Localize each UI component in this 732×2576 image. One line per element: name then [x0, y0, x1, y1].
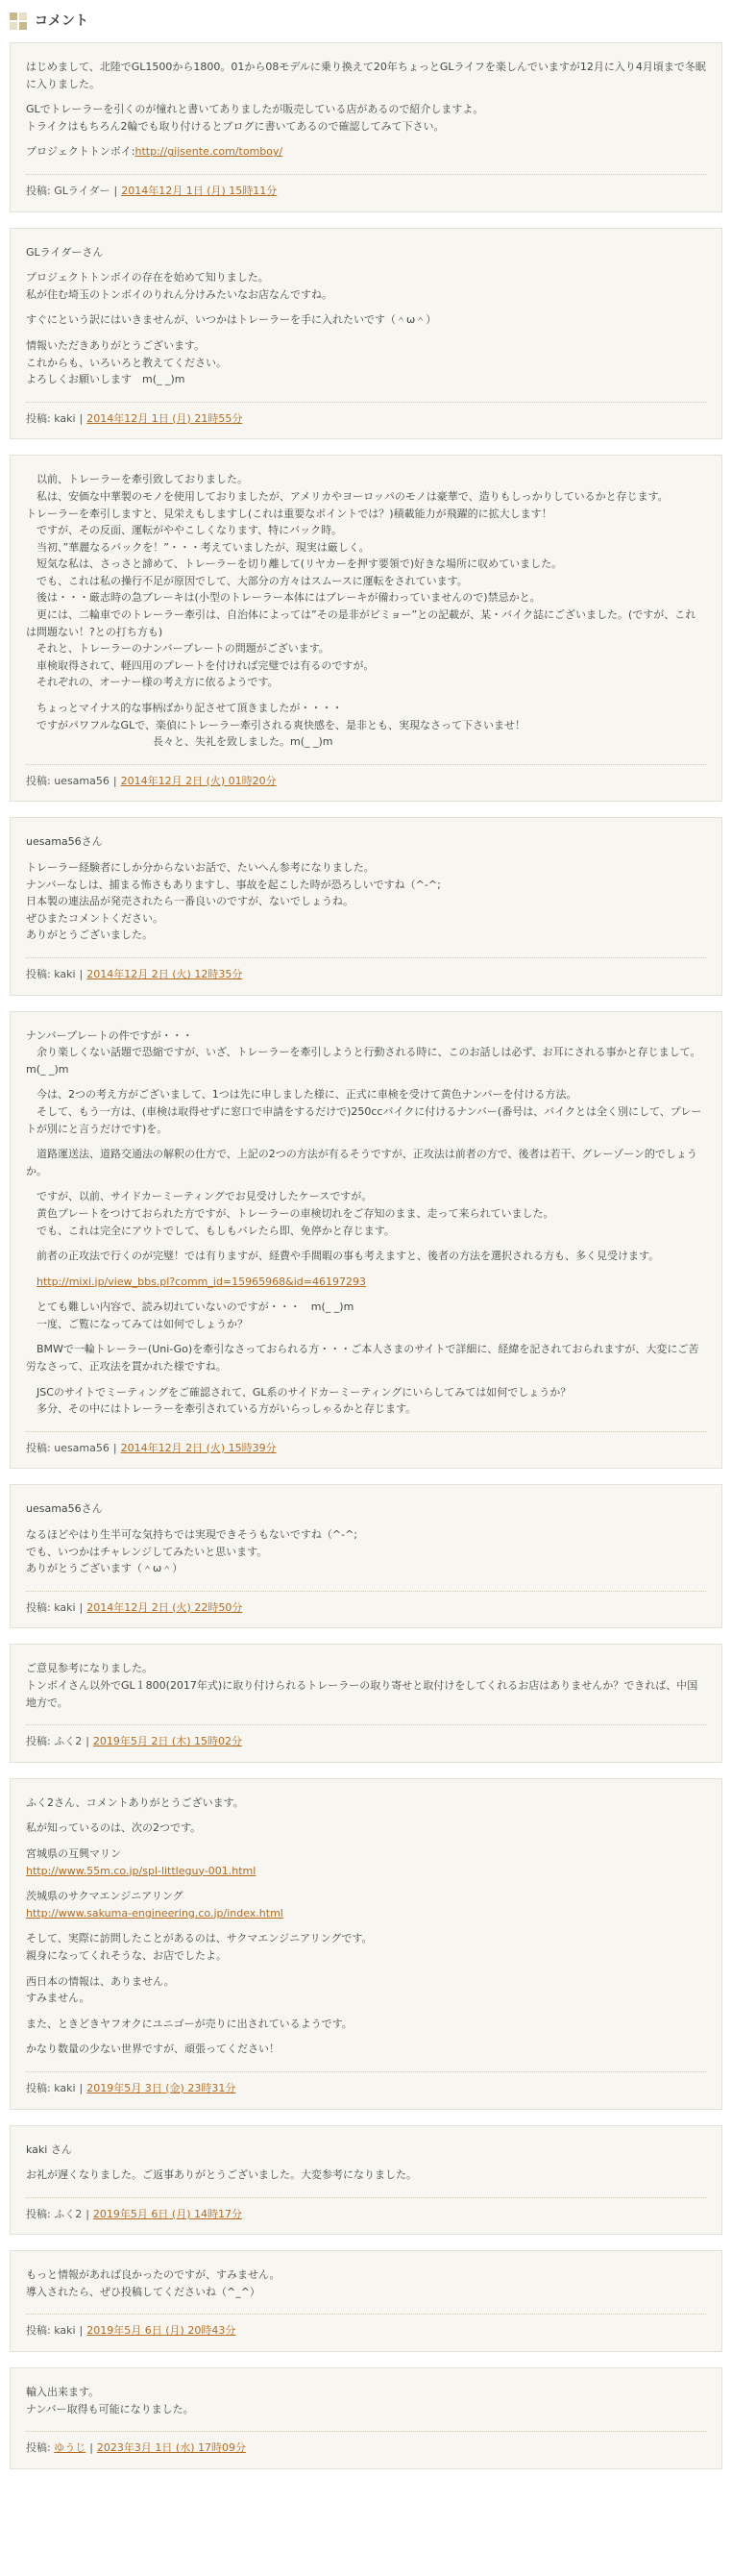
posted-by-label: 投稿: [26, 2081, 55, 2094]
comment-text: 輸入出来ます。 [26, 2386, 100, 2399]
comment-permalink-date[interactable]: 2019年5月 6日 (月) 20時43分 [86, 2324, 236, 2338]
comment-item [10, 228, 722, 440]
posted-by-label: 投稿: [26, 2324, 55, 2338]
comment-footer [26, 174, 706, 200]
comment-paragraph [26, 2266, 706, 2300]
comment-item [10, 2125, 722, 2236]
comment-line [26, 833, 706, 851]
comment-footer [26, 2197, 706, 2223]
comment-line [26, 717, 706, 734]
posted-by-label: 投稿: [26, 1735, 55, 1748]
comment-line [26, 1845, 706, 1863]
comment-text: それぞれの、オーナー様の考え方に依るようです。 [26, 676, 279, 689]
comment-link[interactable]: http://mixi.jp/view_bbs.pl?comm_id=15965968&id=46197293 [37, 1275, 366, 1288]
comment-paragraph [26, 471, 706, 691]
comment-line [26, 101, 706, 118]
comment-text: 以前、トレーラーを牽引致しておりました。 [26, 473, 248, 486]
comment-text: GLでトレーラーを引くのが憧れと書いてありましたが販売している店があるので紹介しますよ。 [26, 103, 484, 116]
comment-paragraph [26, 101, 706, 135]
comment-text: よろしくお願いします m(_ _)m [26, 373, 185, 386]
comment-text: 短気な私は、さっさと諦めて、トレーラーを切り離して(リヤカーを押す要領で)好きな場所に収めていました。 [26, 557, 563, 571]
comment-line [26, 927, 706, 944]
comment-text: ご意見参考になりました。 [26, 1662, 153, 1675]
comment-line [26, 910, 706, 928]
comment-paragraph [26, 2016, 706, 2033]
comment-line [26, 1384, 706, 1401]
comment-line [26, 1248, 706, 1265]
comment-line [26, 1930, 706, 1947]
comment-author: uesama56 [54, 774, 110, 787]
footer-separator: | [85, 2207, 89, 2220]
comment-text: 私が住む埼玉のトンボイのりれん分けみたいなお店なんですね。 [26, 287, 332, 301]
comment-item [10, 455, 722, 802]
comment-paragraph [26, 2142, 706, 2159]
comment-line [26, 1947, 706, 1965]
comment-text [26, 1276, 37, 1288]
comment-paragraph [26, 59, 706, 92]
comment-body [26, 2142, 706, 2184]
comment-body [26, 2266, 706, 2300]
comment-item [10, 1011, 722, 1470]
comment-footer [26, 1724, 706, 1750]
comment-line [26, 59, 706, 92]
comment-author[interactable]: ゆうじ [54, 2441, 86, 2455]
comment-paragraph [26, 337, 706, 388]
comment-item [10, 1778, 722, 2110]
comment-body [26, 244, 706, 388]
comment-item [10, 817, 722, 995]
comment-link[interactable]: http://www.sakuma-engineering.co.jp/index.html [26, 1906, 283, 1920]
comment-text: BMWで一輪トレーラー(Uni-Go)を牽引なさっておられる方・・・ご本人さまのサイトで詳細に、経緯を記されておられますが、大変にご苦労なさって、正攻法を貫かれた様ですね。 [26, 1343, 699, 1374]
comment-permalink-date[interactable]: 2014年12月 2日 (火) 01時20分 [120, 774, 277, 787]
comment-line [26, 1274, 706, 1291]
comment-paragraph [26, 1146, 706, 1179]
comment-paragraph [26, 1086, 706, 1137]
comment-author: kaki [54, 1600, 76, 1614]
comment-text: 余り楽しくない話題で恐縮ですが、いざ、トレーラーを牽引しようと行動される時に、このお話しは必ず、お耳にされる事かと存じまして。 m(_ _)m [26, 1046, 706, 1076]
comment-line [26, 1795, 706, 1812]
comment-line [26, 1044, 706, 1077]
comment-paragraph [26, 1526, 706, 1577]
comment-paragraph [26, 1660, 706, 1711]
comment-text: 前者の正攻法で行くのが完璧！では有りますが、経費や手間暇の事も考えますと、後者の方法を選択される方も、多く見受けます。 [26, 1250, 660, 1263]
comment-link[interactable]: http://gijsente.com/tomboy/ [134, 145, 283, 159]
comment-line [26, 2401, 706, 2418]
footer-separator: | [112, 774, 117, 787]
comment-line [26, 573, 706, 590]
comment-item [10, 2367, 722, 2469]
comments-title: コメント [35, 12, 88, 29]
comment-body [26, 1660, 706, 1711]
comment-text: でも、これは完全にアウトでして、もしもバレたら即、免停かと存じます。 [26, 1224, 395, 1237]
grid-icon [10, 12, 27, 30]
comment-paragraph [26, 244, 706, 261]
comment-line [26, 506, 706, 523]
comment-body [26, 1795, 706, 2058]
comment-text: なるほどやはり生半可な気持ちでは実現できそうもないですね（^-^; [26, 1528, 357, 1542]
comment-line [26, 143, 706, 161]
comment-paragraph [26, 1500, 706, 1518]
comment-text: それと、トレーラーのナンバープレートの問題がございます。 [26, 642, 329, 656]
posted-by-label: 投稿: [26, 1441, 55, 1454]
comment-text: 私が知っているのは、次の2つです。 [26, 1821, 202, 1835]
comment-line [26, 2384, 706, 2401]
comment-line [26, 556, 706, 573]
comment-item [10, 1644, 722, 1762]
comment-text: JSCのサイトでミーティングをご確認されて、GL系のサイドカーミーティングにいらしてみては如何でしょうか？ [26, 1385, 572, 1399]
comment-line [26, 674, 706, 691]
comment-paragraph [26, 1188, 706, 1239]
footer-separator: | [79, 1600, 84, 1614]
comment-line [26, 471, 706, 488]
comment-paragraph [26, 1930, 706, 1964]
comment-permalink-date[interactable]: 2014年12月 2日 (火) 12時35分 [86, 967, 243, 980]
comment-text: すみません。 [26, 1992, 90, 2005]
comment-permalink-date[interactable]: 2014年12月 1日 (月) 15時11分 [121, 184, 278, 197]
comment-line [26, 2266, 706, 2284]
comment-line [26, 859, 706, 877]
comment-line [26, 311, 706, 329]
comment-text: トレーラーを牽引しますと、見栄えもしますし(これは重要なポイントでは？)積載能力が飛躍的に拡大します！ [26, 507, 552, 520]
comment-link[interactable]: http://www.55m.co.jp/spl-littleguy-001.html [26, 1864, 256, 1877]
comment-text: 多分、その中にはトレーラーを牽引されている方がいらっしゃるかと存じます。 [26, 1402, 417, 1416]
comments-header [10, 10, 722, 33]
comment-text: 宮城県の互興マリン [26, 1846, 121, 1860]
comment-line [26, 589, 706, 607]
comment-footer [26, 957, 706, 983]
comment-line [26, 371, 706, 388]
comment-footer [26, 1431, 706, 1457]
comment-text: 当初、”華麗なるバックを！”・・・考えていましたが、現実は厳しく。 [26, 540, 370, 554]
comment-paragraph [26, 1028, 706, 1078]
comment-line [26, 1103, 706, 1137]
comment-text: 親身になってくれそうな、お店でしたよ。 [26, 1948, 227, 1962]
comment-permalink-date[interactable]: 2014年12月 2日 (火) 15時39分 [120, 1441, 277, 1454]
comment-item [10, 1484, 722, 1628]
comment-text: また、ときどきヤフオクにユニゴーが売りに出されているようです。 [26, 2017, 353, 2030]
comment-text: 黄色プレートをつけておられた方ですが、トレーラーの車検切れをご存知のまま、走って来られていました。 [26, 1206, 554, 1220]
comment-permalink-date[interactable]: 2019年5月 2日 (木) 15時02分 [92, 1735, 242, 1748]
comment-line [26, 269, 706, 286]
comment-paragraph [26, 1274, 706, 1291]
comment-text: 導入されたら、ぜひ投稿してくださいね（^_^） [26, 2285, 260, 2298]
posted-by-label: 投稿: [26, 774, 55, 787]
comment-text: 一度、ご覧になってみては如何でしょうか？ [26, 1317, 248, 1330]
comment-text: とても難しい内容で、読み切れていないのですが・・・ m(_ _)m [26, 1300, 354, 1314]
comment-line [26, 893, 706, 910]
comment-text: 茨城県のサクマエンジニアリング [26, 1890, 183, 1903]
comment-permalink-date[interactable]: 2014年12月 2日 (火) 22時50分 [86, 1600, 243, 1614]
comment-text: 西日本の情報は、ありません。 [26, 1974, 175, 1988]
comment-line [26, 1677, 706, 1711]
comment-line [26, 1905, 706, 1922]
comment-item [10, 42, 722, 212]
comment-line [26, 607, 706, 640]
comment-text: ありがとうございます（＾ω＾） [26, 1562, 183, 1575]
comment-text: ですが、以前、サイドカーミーティングでお見受けしたケースですが。 [26, 1190, 373, 1203]
comment-line [26, 1316, 706, 1333]
footer-separator: | [85, 1735, 89, 1748]
posted-by-label: 投稿: [26, 411, 55, 425]
comment-footer [26, 2431, 706, 2457]
comment-line [26, 1888, 706, 1905]
comment-paragraph [26, 1845, 706, 1879]
comment-list [10, 42, 722, 2485]
comment-text: トライクはもちろん2輪でも取り付けるとブログに書いてあるので確認してみて下さい。 [26, 119, 445, 133]
comment-author: kaki [54, 2081, 76, 2094]
comment-line [26, 877, 706, 894]
posted-by-label: 投稿: [26, 967, 55, 980]
comment-line [26, 2284, 706, 2301]
comment-text: そして、実際に訪問したことがあるのは、サクマエンジニアリングです。 [26, 1932, 373, 1945]
footer-separator: | [113, 184, 118, 197]
comment-line [26, 657, 706, 675]
comment-item [10, 2250, 722, 2352]
comment-line [26, 1205, 706, 1223]
comment-line [26, 1028, 706, 1045]
comment-line [26, 1223, 706, 1240]
comment-text: でも、いつかはチャレンジしてみたいと思います。 [26, 1545, 268, 1558]
comment-line [26, 539, 706, 557]
posted-by-label: 投稿: [26, 2207, 55, 2220]
comment-text: ナンバーなしは、捕まる怖さもありますし、事故を起こした時が恐ろしいですね（^-^; [26, 878, 441, 891]
comment-paragraph [26, 1973, 706, 2007]
comment-author: kaki [54, 411, 76, 425]
comment-footer [26, 764, 706, 790]
comment-text: uesama56さん [26, 835, 103, 849]
comment-line [26, 700, 706, 717]
comment-line [26, 1544, 706, 1561]
comment-line [26, 2016, 706, 2033]
comment-paragraph [26, 1820, 706, 1837]
comment-footer [26, 1591, 706, 1617]
comment-line [26, 2167, 706, 2184]
comment-line [26, 118, 706, 136]
comment-text: kaki さん [26, 2143, 72, 2156]
comment-text: ですがパワフルなGLで、楽偵にトレーラー牽引される爽快感を、是非とも、実現なさって下さいませ！ [26, 718, 525, 731]
comment-text: かなり数量の少ない世界ですが、頑張ってください！ [26, 2043, 280, 2056]
comment-text: すぐにという訳にはいきませんが、いつかはトレーラーを手に入れたいです（＾ω＾） [26, 313, 437, 327]
comment-line [26, 1973, 706, 1991]
comment-author: GLライダー [54, 184, 110, 197]
footer-separator: | [79, 2324, 84, 2338]
comment-text: そして、もう一方は、(車検は取得せずに窓口で申請をするだけで)250ccバイクに付けるナンバー(番号は、バイクとは全く別にして、プレートが別にと言うだけです)を。 [26, 1104, 702, 1135]
comment-text: GLライダーさん [26, 245, 104, 259]
comment-line [26, 1820, 706, 1837]
comment-text: ぜひまたコメントください。 [26, 911, 163, 925]
comment-body [26, 2384, 706, 2417]
comment-paragraph [26, 833, 706, 851]
footer-separator: | [79, 2081, 84, 2094]
comment-line [26, 1299, 706, 1316]
comment-line [26, 355, 706, 372]
footer-separator: | [79, 411, 84, 425]
comment-paragraph [26, 1384, 706, 1418]
comment-paragraph [26, 1299, 706, 1332]
comment-text: トンボイさん以外でGL１800(2017年式)に取り付けられるトレーラーの取り寄せと取付けをしてくれるお店はありませんか？できれば、中国地方で。 [26, 1679, 698, 1709]
comment-text: トレーラー経験者にしか分からないお話で、たいへん参考になりました。 [26, 861, 375, 874]
comment-body [26, 1500, 706, 1576]
comment-line [26, 244, 706, 261]
comment-text: 日本製の連法品が発売されたら一番良いのですが、ないでしょうね。 [26, 895, 354, 908]
comment-paragraph [26, 1795, 706, 1812]
comment-body [26, 833, 706, 944]
comment-line [26, 286, 706, 304]
comment-text: でも、これは私の操行不足が原因でして、大部分の方々はスムースに運転をされています。 [26, 574, 468, 587]
comment-author: uesama56 [54, 1441, 110, 1454]
comment-text: ありがとうございました。 [26, 929, 153, 942]
comment-paragraph [26, 2384, 706, 2417]
footer-separator: | [79, 967, 84, 980]
comment-line [26, 2041, 706, 2058]
comment-line [26, 1990, 706, 2007]
comment-line [26, 1400, 706, 1418]
comment-permalink-date[interactable]: 2019年5月 6日 (月) 14時17分 [92, 2207, 242, 2220]
comment-line [26, 1188, 706, 1205]
comment-text: 私は、安価な中華製のモノを使用しておりましたが、アメリカやヨーロッパのモノは豪華で、造りもしっかりしているかと存じます。 [26, 489, 669, 503]
comment-text: お礼が遅くなりました。ご返事ありがとうございました。大変参考になりました。 [26, 2168, 417, 2182]
comment-line [26, 1526, 706, 1544]
posted-by-label: 投稿: [26, 1600, 55, 1614]
comment-text: これからも、いろいろと教えてください。 [26, 356, 227, 369]
comment-paragraph [26, 143, 706, 161]
comment-footer [26, 2071, 706, 2097]
comment-line [26, 488, 706, 506]
comment-line [26, 1863, 706, 1880]
comment-line [26, 337, 706, 355]
comment-text: 道路運送法、道路交通法の解釈の仕方で、上記の2つの方法が有るそうですが、正攻法は前者の方で、後者は若干、グレーゾーン的でしょうか。 [26, 1148, 697, 1177]
comment-text: 長々と、失礼を致しました。m(_ _)m [26, 735, 333, 749]
comment-text: ふく2さん、コメントありがとうございます。 [26, 1796, 244, 1809]
comment-text: 更には、二輪車でのトレーラー牽引は、自治体によっては”その是非がビミョー”との記載が、某・バイク誌にございました。(ですが、これは問題ない！?との打ち方も) [26, 608, 696, 638]
comment-text: 情報いただきありがとうございます。 [26, 338, 206, 352]
comment-line [26, 522, 706, 539]
comment-body [26, 59, 706, 161]
footer-separator: | [112, 1441, 117, 1454]
comment-author: ふく2 [54, 2207, 83, 2220]
posted-by-label: 投稿: [26, 2441, 55, 2455]
comment-text: プロジェクトトンボイ: [26, 145, 135, 159]
comment-text: ちょっとマイナス的な事柄ばかり記させて頂きましたが・・・・ [26, 702, 343, 715]
comment-text: uesama56さん [26, 1502, 103, 1516]
comment-paragraph [26, 1248, 706, 1265]
posted-by-label: 投稿: [26, 184, 55, 197]
comment-author: ふく2 [54, 1735, 83, 1748]
comment-line [26, 640, 706, 657]
comment-line [26, 1500, 706, 1518]
comment-text: 後は・・・厳志時の急ブレーキは(小型のトレーラー本体にはブレーキが備わっていませんので)禁忌かと。 [26, 591, 541, 605]
comment-permalink-date[interactable]: 2019年5月 3日 (金) 23時31分 [86, 2081, 236, 2094]
comment-text: 今は、2つの考え方がございまして、1つは先に申しました様に、正式に車検を受けて黄色ナンバーを付ける方法。 [26, 1088, 577, 1102]
comment-text: 車検取得されて、軽四用のプレートを付ければ完璧では有るのですが。 [26, 658, 375, 672]
comment-paragraph [26, 1888, 706, 1921]
comment-paragraph [26, 311, 706, 329]
footer-separator: | [89, 2441, 93, 2455]
comment-line [26, 2142, 706, 2159]
comment-body [26, 1028, 706, 1418]
comment-line [26, 1086, 706, 1103]
comment-paragraph [26, 2167, 706, 2184]
comment-line [26, 1341, 706, 1375]
comment-author: kaki [54, 2324, 76, 2338]
comment-paragraph [26, 1341, 706, 1375]
comment-text: プロジェクトトンボイの存在を始めて知りました。 [26, 271, 269, 285]
comment-permalink-date[interactable]: 2023年3月 1日 (水) 17時09分 [96, 2441, 246, 2455]
comment-line [26, 733, 706, 751]
comment-author: kaki [54, 967, 76, 980]
comment-footer [26, 402, 706, 428]
comment-permalink-date[interactable]: 2014年12月 1日 (月) 21時55分 [86, 411, 243, 425]
comment-footer [26, 2314, 706, 2340]
comment-text: ですが、その反面、運転がややこしくなります、特にバック時。 [26, 524, 343, 537]
comment-paragraph [26, 269, 706, 303]
comment-paragraph [26, 859, 706, 944]
comment-line [26, 1560, 706, 1577]
comment-text: もっと情報があれば良かったのですが、すみません。 [26, 2268, 281, 2282]
comment-paragraph [26, 700, 706, 751]
comment-body [26, 471, 706, 751]
comment-line [26, 1660, 706, 1677]
comment-text: ナンバー取得も可能になりました。 [26, 2402, 194, 2415]
comment-text: はじめまして、北陸でGL1500から1800。01から08モデルに乗り換えて20年ちょっとGLライフを楽しんでいますが12月に入り4月頃まで冬眠に入りました。 [26, 61, 706, 90]
comment-line [26, 1146, 706, 1179]
comment-text: ナンバープレートの件ですが・・・ [26, 1028, 193, 1042]
comment-paragraph [26, 2041, 706, 2058]
